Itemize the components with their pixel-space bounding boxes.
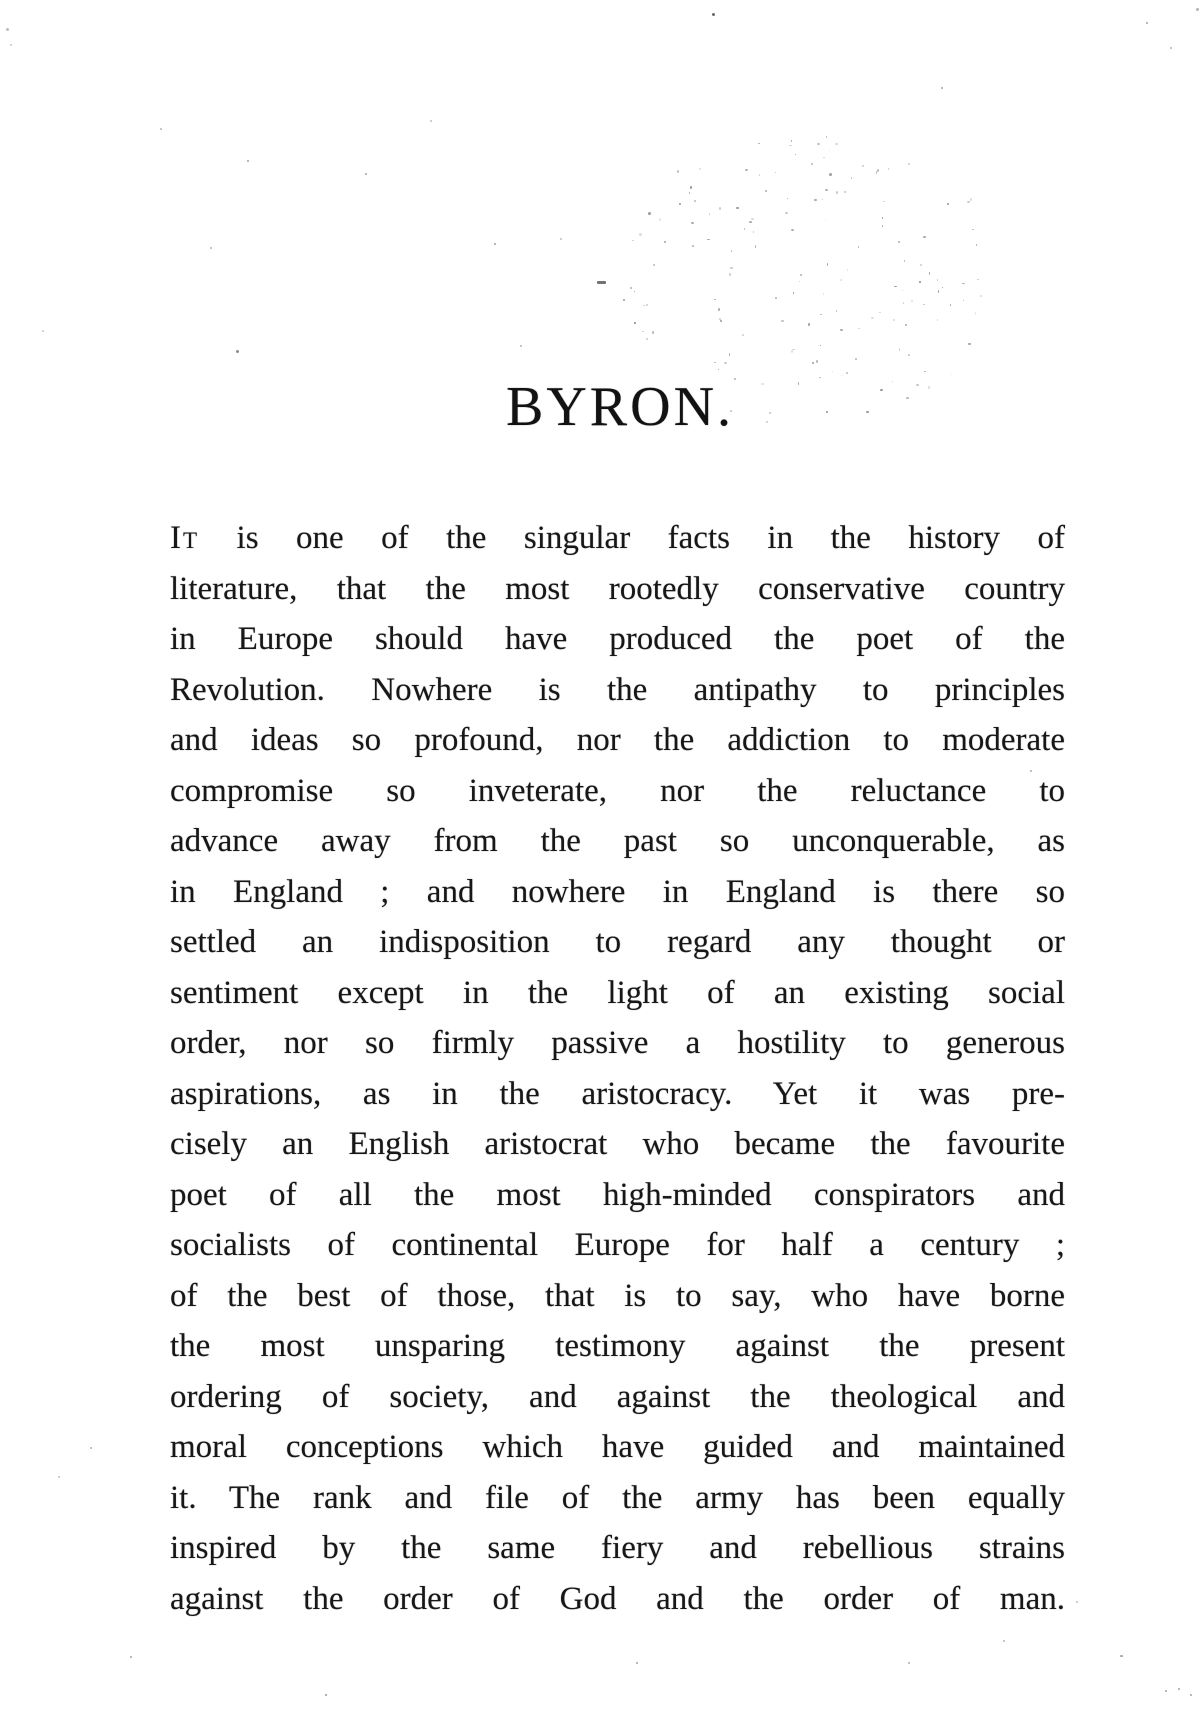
scan-speckle	[90, 1447, 92, 1449]
scan-speckle	[694, 200, 696, 202]
text-line-15: socialists of continental Europe for half a century ;	[170, 1227, 1065, 1263]
scan-speckle	[858, 328, 860, 330]
scan-speckle	[634, 291, 635, 293]
scan-speckle	[792, 349, 795, 350]
scan-speckle	[829, 150, 830, 151]
scan-speckle	[795, 154, 797, 155]
scan-speckle	[744, 228, 746, 229]
scan-speckle	[879, 312, 882, 313]
scan-speckle	[560, 238, 562, 240]
scan-speckle	[646, 338, 647, 341]
scan-speckle	[836, 191, 838, 194]
scan-speckle	[970, 198, 972, 201]
scan-speckle	[775, 172, 776, 173]
scan-speckle	[781, 320, 783, 321]
text-line-12: aspirations, as in the aristocracy. Yet it was pre-	[170, 1075, 1065, 1112]
scan-speckle	[1165, 1690, 1167, 1692]
scan-speckle	[765, 190, 767, 192]
scan-speckle	[699, 168, 701, 171]
scan-speckle	[937, 319, 939, 321]
text-line-21: inspired by the same fiery and rebellious strains	[170, 1530, 1065, 1566]
scan-speckle	[749, 221, 751, 223]
scan-speckle	[883, 201, 884, 202]
scan-speckle	[899, 348, 900, 351]
scan-speckle	[937, 279, 938, 281]
scan-speckle	[42, 330, 44, 332]
text-line-3: in Europe should have produced the poet of the	[170, 621, 1065, 657]
scan-speckle	[855, 358, 856, 360]
scan-speckle	[1178, 1688, 1180, 1690]
scan-speckle	[882, 217, 883, 220]
scan-speckle	[827, 263, 829, 266]
scan-speckle	[847, 269, 848, 271]
scan-speckle	[636, 1662, 638, 1664]
scan-speckle	[648, 212, 650, 215]
scan-speckle	[520, 345, 522, 347]
scan-speckle	[745, 169, 748, 171]
scan-speckle	[791, 350, 793, 353]
scan-speckle	[677, 170, 678, 172]
scan-speckle	[820, 314, 822, 316]
scan-speckle	[905, 324, 908, 326]
scan-speckle	[923, 236, 926, 238]
scan-speckle	[791, 140, 792, 143]
scan-speckle	[967, 201, 970, 203]
scan-speckle	[494, 243, 496, 245]
scan-speckle	[325, 1694, 327, 1696]
scan-speckle	[639, 233, 642, 236]
scan-speckle	[597, 281, 606, 284]
scan-speckle	[720, 320, 722, 322]
scan-speckle	[941, 87, 943, 89]
scan-speckle	[836, 310, 837, 312]
scan-speckle	[977, 279, 979, 280]
scan-speckle	[430, 120, 432, 122]
scan-speckle	[835, 143, 838, 146]
scan-speckle	[1076, 1601, 1078, 1603]
scan-speckle	[871, 317, 873, 320]
scan-speckle	[664, 241, 666, 244]
scan-speckle	[820, 345, 821, 347]
scan-speckle	[858, 246, 859, 248]
page-title: BYRON.	[505, 376, 735, 438]
scan-speckle	[823, 157, 825, 159]
text-line-10: sentiment except in the light of an existing social	[170, 974, 1065, 1011]
scan-speckle	[842, 375, 843, 377]
scan-speckle	[893, 319, 895, 321]
scan-speckle	[652, 331, 653, 333]
scan-speckle	[659, 218, 661, 221]
scan-speckle	[904, 260, 906, 263]
scan-speckle	[962, 283, 964, 285]
scan-speckle	[634, 322, 635, 325]
scan-speckle	[787, 198, 789, 199]
scan-speckle	[714, 362, 717, 363]
text-line-19: moral conceptions which have guided and maintained	[170, 1429, 1065, 1465]
scan-speckle	[799, 281, 800, 282]
scan-speckle	[724, 362, 727, 364]
scan-speckle	[947, 203, 949, 206]
scan-speckle	[876, 171, 877, 174]
scan-speckle	[882, 225, 883, 227]
scan-speckle	[888, 168, 889, 170]
scan-speckle	[714, 299, 717, 300]
scan-speckle	[951, 374, 952, 375]
scan-speckle	[691, 222, 694, 224]
scan-speckle	[210, 247, 212, 249]
scan-speckle	[840, 279, 842, 281]
scan-speckle	[130, 1656, 132, 1658]
scan-speckle	[911, 300, 913, 302]
scan-speckle	[811, 163, 813, 165]
scan-speckle	[690, 186, 692, 189]
scan-speckle	[719, 207, 721, 210]
scan-speckle	[808, 323, 811, 326]
text-line-1: It is one of the singular facts in the history of	[170, 520, 1065, 556]
scan-speckle	[924, 371, 926, 372]
scan-speckle	[751, 218, 753, 221]
scan-speckle	[950, 304, 952, 305]
scan-speckle	[920, 264, 922, 266]
scan-speckle	[719, 318, 720, 320]
scan-speckle	[58, 1476, 60, 1478]
scan-speckle	[975, 312, 976, 315]
scan-speckle	[823, 293, 824, 295]
scan-speckle	[755, 245, 756, 247]
scan-speckle	[908, 354, 910, 357]
text-line-13: cisely an English aristocrat who became the favourite	[170, 1126, 1065, 1162]
scan-speckle	[785, 212, 787, 214]
scan-speckle	[942, 287, 943, 288]
scan-speckle	[642, 331, 644, 332]
scan-speckle	[791, 229, 794, 231]
scan-speckle	[160, 128, 162, 130]
scan-speckle	[709, 213, 710, 216]
text-line-4: Revolution. Nowhere is the antipathy to principles	[170, 671, 1065, 708]
scan-speckle	[908, 1662, 910, 1664]
scan-speckle	[800, 274, 802, 276]
text-line-22: against the order of God and the order of man.	[170, 1580, 1065, 1617]
scan-speckle	[6, 28, 9, 31]
scan-speckle	[1120, 1655, 1123, 1657]
scan-speckle	[623, 299, 625, 301]
scan-speckle	[236, 350, 239, 353]
text-line-18: ordering of society, and against the theological and	[170, 1378, 1065, 1415]
scan-speckle	[793, 292, 794, 294]
scan-speckle	[963, 300, 964, 301]
scan-speckle	[365, 173, 367, 175]
scan-speckle	[729, 273, 730, 276]
text-line-7: advance away from the past so unconquerable, as	[170, 823, 1065, 859]
scan-speckle	[903, 302, 905, 304]
text-line-6: compromise so inveterate, nor the reluctance to	[170, 772, 1065, 809]
scan-speckle	[646, 304, 648, 307]
scan-speckle	[851, 177, 852, 179]
scan-speckle	[759, 174, 760, 175]
scan-speckle	[812, 362, 813, 364]
text-line-8: in England ; and nowhere in England is there so	[170, 873, 1065, 910]
scan-speckle	[632, 240, 634, 242]
scan-speckle	[679, 203, 681, 205]
scan-speckle	[643, 305, 645, 306]
scan-speckle	[816, 360, 818, 362]
scan-speckle	[689, 192, 690, 194]
scan-speckle	[1146, 22, 1148, 24]
scan-speckle	[1190, 1694, 1192, 1696]
text-line-14: poet of all the most high-minded conspirators and	[170, 1176, 1065, 1213]
scan-speckle	[742, 334, 744, 336]
scan-speckle	[712, 13, 715, 16]
scan-speckle	[753, 231, 754, 233]
text-line-20: it. The rank and file of the army has been equally	[170, 1479, 1065, 1516]
text-line-16: of the best of those, that is to say, who have borne	[170, 1277, 1065, 1314]
scan-speckle	[972, 229, 974, 230]
scan-speckle	[817, 143, 819, 145]
scan-speckle	[814, 199, 817, 201]
scan-speckle	[730, 267, 732, 269]
scan-speckle	[718, 369, 720, 370]
scan-speckle	[844, 191, 846, 193]
scan-speckle	[894, 286, 897, 288]
scan-speckle	[908, 163, 909, 164]
text-line-17: the most unsparing testimony against the present	[170, 1328, 1065, 1364]
scan-speckle	[902, 290, 903, 292]
scan-speckle	[898, 241, 900, 243]
scan-speckle	[825, 220, 827, 221]
scan-speckle	[1170, 47, 1172, 49]
text-block	[170, 513, 1065, 1624]
scan-speckle	[825, 189, 828, 191]
scan-speckle	[775, 297, 776, 300]
lead-word: It	[170, 520, 200, 556]
scan-speckle	[247, 160, 249, 162]
scan-speckle	[919, 281, 921, 283]
scan-speckle	[968, 343, 971, 344]
text-line-2: literature, that the most rootedly conservative country	[170, 570, 1065, 607]
scan-speckle	[758, 143, 760, 144]
scan-speckle	[707, 239, 710, 240]
text-line-5: and ideas so profound, nor the addiction to moderate	[170, 722, 1065, 758]
scan-speckle	[832, 371, 833, 372]
scan-speckle	[729, 353, 730, 356]
scan-speckle	[840, 329, 843, 330]
scan-speckle	[923, 304, 925, 305]
scan-speckle	[980, 295, 982, 297]
text-line-9: settled an indisposition to regard any thought or	[170, 924, 1065, 960]
scan-speckle	[846, 372, 847, 374]
scan-speckle	[826, 136, 827, 138]
scan-speckle	[862, 165, 864, 166]
scan-speckle	[630, 287, 632, 288]
text-line-11: order, nor so firmly passive a hostility to generous	[170, 1025, 1065, 1061]
scan-speckle	[819, 377, 821, 378]
scan-speckle	[829, 173, 832, 176]
scan-speckle	[938, 290, 939, 292]
scan-speckle	[692, 245, 694, 247]
scan-speckle	[877, 169, 879, 172]
scan-speckle	[653, 264, 655, 266]
scan-speckle	[976, 244, 977, 246]
scan-speckle	[736, 207, 739, 209]
scan-speckle	[731, 250, 732, 252]
scan-speckle	[822, 199, 823, 200]
scan-speckle	[789, 145, 792, 146]
scan-speckle	[10, 44, 12, 46]
scan-speckle	[1003, 1640, 1005, 1642]
scan-speckle	[929, 272, 930, 275]
scan-speckle	[1196, 8, 1199, 11]
scan-speckle	[718, 308, 721, 311]
